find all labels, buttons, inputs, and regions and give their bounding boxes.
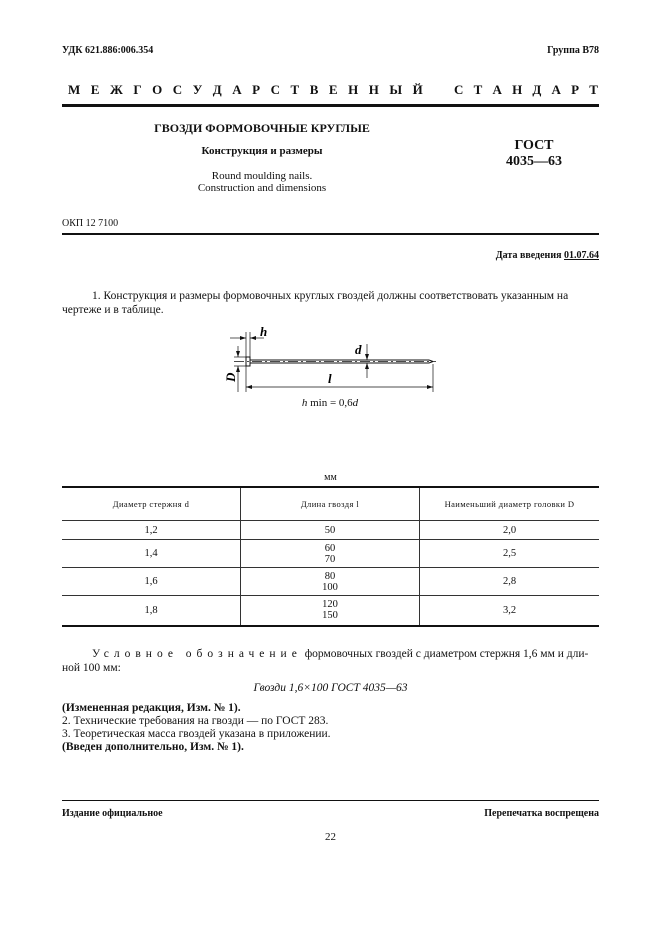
banner-letter: Н (348, 82, 359, 97)
cell-d: 1,4 (62, 540, 241, 568)
standard-banner (68, 82, 598, 98)
footer-rule (62, 800, 599, 801)
gost-label: ГОСТ (514, 138, 554, 153)
footer-reprint-prohibited: Перепечатка воспрещена (484, 808, 599, 819)
group-code: Группа В78 (547, 45, 599, 56)
drawing-caption (230, 397, 430, 409)
banner-letter: Й (412, 82, 423, 97)
caption-h: h (301, 397, 308, 409)
cell-l-2: 70 (324, 553, 336, 565)
title-ru-sub: Конструкция и размеры (201, 145, 323, 157)
dim-l-label: l (328, 371, 332, 386)
banner-letter: Р (252, 82, 261, 97)
table-row (62, 521, 599, 540)
title-en: Round moulding nails. (211, 170, 313, 182)
banner-letter: С (454, 82, 464, 97)
cell-l (241, 568, 420, 596)
dimensions-table-wrap (62, 486, 599, 627)
clause-3: 3. Теоретическая масса гвоздей указана в приложении. (62, 728, 331, 740)
designation-rest-1: формовочных гвоздей с диаметром стержня 1,6 мм и дли- (301, 648, 589, 660)
title-ru: ГВОЗДИ ФОРМОВОЧНЫЕ КРУГЛЫЕ (154, 121, 370, 135)
dimensions-table (62, 488, 599, 625)
banner-letter: Д (212, 82, 222, 97)
banner-letter: Н (368, 82, 379, 97)
designation-paragraph (62, 647, 599, 675)
banner-letter: Г (133, 82, 142, 97)
banner-letter: Р (571, 82, 580, 97)
cell-d: 1,2 (62, 521, 241, 540)
cell-l-2: 150 (322, 610, 338, 622)
table-row (62, 540, 599, 568)
intro-date (496, 250, 599, 261)
cell-l-1: 60 (324, 542, 336, 554)
dim-d-label: d (355, 342, 362, 357)
banner-letter: С (270, 82, 280, 97)
cell-D: 2,5 (420, 540, 600, 568)
banner-letter: С (172, 82, 183, 97)
cell-D: 3,2 (420, 596, 600, 625)
note-added: (Введен дополнительно, Изм. № 1). (62, 741, 244, 753)
banner-letter: А (232, 82, 242, 97)
banner-letter: А (551, 82, 561, 97)
cell-l (241, 540, 420, 568)
table-row (62, 568, 599, 596)
banner-letter: Т (473, 82, 483, 97)
banner-letter: У (192, 82, 203, 97)
cell-l: 50 (241, 521, 420, 540)
col-head-diameter-header: Наименьший диаметр головки D (420, 488, 600, 521)
banner-word-standard (454, 82, 598, 98)
col-diameter-header: Диаметр стержня d (112, 499, 190, 509)
udk-code: УДК 621.886:006.354 (62, 45, 154, 56)
table-header-row (62, 488, 599, 521)
banner-letter: О (152, 82, 163, 97)
cell-D: 2,8 (420, 568, 600, 596)
banner-word-interstate (68, 82, 423, 98)
banner-letter: Т (290, 82, 300, 97)
designation-example: Гвозди 1,6×100 ГОСТ 4035—63 (253, 682, 408, 694)
caption-rest: min = 0,6 (307, 397, 353, 409)
okp-code: ОКП 12 7100 (62, 218, 119, 229)
cell-d: 1,6 (62, 568, 241, 596)
title-en-sub: Construction and dimensions (197, 182, 327, 194)
banner-letter: В (309, 82, 319, 97)
banner-letter: Е (90, 82, 100, 97)
dim-D-label: D (223, 372, 238, 382)
footer-official-edition: Издание официальное (62, 808, 163, 819)
note-changed: (Измененная редакция, Изм. № 1). (62, 702, 241, 714)
gost-number: 4035—63 (506, 154, 562, 169)
table-unit: мм (324, 472, 337, 483)
cell-l (241, 596, 420, 625)
designation-rest-2: ной 100 мм: (62, 662, 121, 674)
clause-2: 2. Технические требования на гвозди — по ГОСТ 283. (62, 715, 329, 727)
designation-term: Условное обозначение (92, 648, 302, 660)
banner-letter: Ж (109, 82, 123, 97)
cell-D: 2,0 (420, 521, 600, 540)
caption-d: d (352, 397, 359, 409)
okp-rule (62, 233, 599, 235)
banner-letter: Е (328, 82, 338, 97)
cell-l-1: 80 (324, 570, 336, 582)
banner-letter: Н (512, 82, 523, 97)
cell-l-2: 100 (322, 581, 338, 593)
cell-l-1: 120 (322, 599, 338, 611)
table-row (62, 596, 599, 625)
banner-letter: Ы (389, 82, 403, 97)
clause-1: 1. Конструкция и размеры формовочных круглых гвоздей должны соответствовать указанным на чертеже и в таблице. (62, 290, 569, 316)
banner-letter: Т (589, 82, 598, 97)
banner-letter: Д (532, 82, 542, 97)
intro-date-label: Дата введения (495, 250, 562, 261)
top-rule (62, 104, 599, 107)
intro-date-value: 01.07.64 (564, 250, 599, 261)
page-number: 22 (325, 831, 336, 843)
cell-d: 1,8 (62, 596, 241, 625)
banner-letter: А (492, 82, 502, 97)
banner-letter: М (68, 82, 81, 97)
dim-h-label: h (260, 324, 268, 339)
col-length-header: Длина гвоздя l (241, 488, 420, 521)
